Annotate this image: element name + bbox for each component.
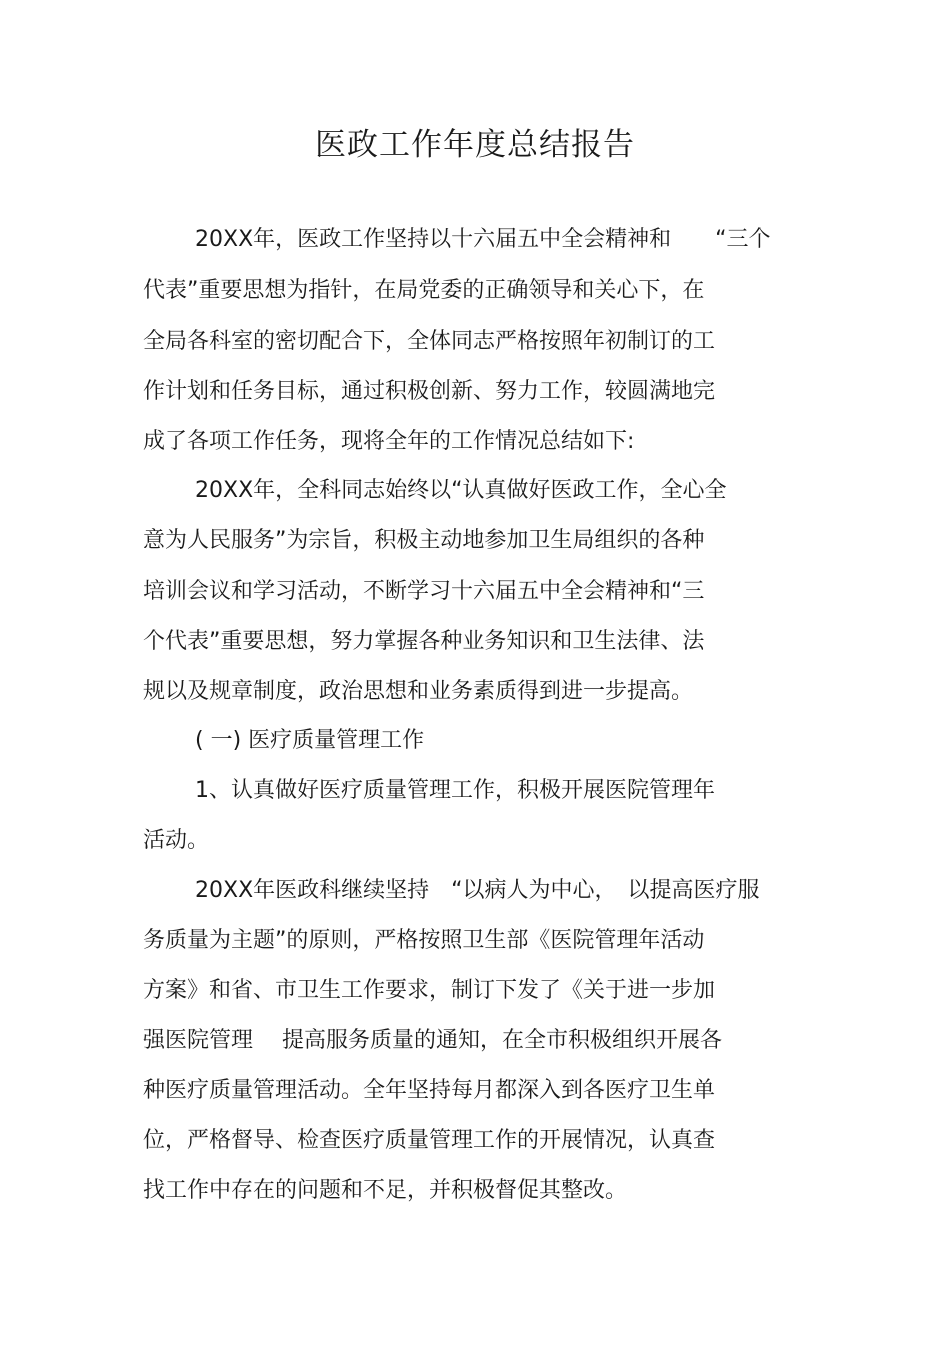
paragraph-line: 位，严格督导、检查医疗质量管理工作的开展情况，认真查	[143, 1128, 716, 1153]
paragraph-line: 规以及规章制度，政治思想和业务素质得到进一步提高。	[143, 679, 694, 704]
paragraph-line: 20XX年，全科同志始终以“认真做好医政工作，全心全	[195, 478, 727, 503]
document-title: 医政工作年度总结报告	[315, 127, 635, 163]
paragraph-line: 强医院管理 提高服务质量的通知，在全市积极组织开展各	[143, 1028, 722, 1053]
paragraph-line: 找工作中存在的问题和不足，并积极督促其整改。	[143, 1178, 628, 1203]
paragraph-line: 种医疗质量管理活动。全年坚持每月都深入到各医疗卫生单	[143, 1078, 716, 1103]
paragraph-line: 意为人民服务”为宗旨，积极主动地参加卫生局组织的各种	[143, 528, 705, 553]
paragraph-line: 活动。	[143, 828, 210, 853]
paragraph-line: 作计划和任务目标，通过积极创新、努力工作，较圆满地完	[143, 379, 716, 404]
section-heading: ( 一) 医疗质量管理工作	[195, 728, 425, 753]
paragraph-line: 务质量为主题”的原则，严格按照卫生部《医院管理年活动	[143, 928, 705, 953]
paragraph-line: 20XX年，医政工作坚持以十六届五中全会精神和 “三个	[195, 227, 771, 252]
subsection-heading: 1、认真做好医疗质量管理工作，积极开展医院管理年	[195, 778, 715, 803]
paragraph-line: 培训会议和学习活动，不断学习十六届五中全会精神和“三	[143, 579, 705, 604]
paragraph-line: 全局各科室的密切配合下，全体同志严格按照年初制订的工	[143, 329, 716, 354]
paragraph-line: 代表”重要思想为指针，在局党委的正确领导和关心下，在	[143, 278, 705, 303]
paragraph-line: 方案》和省、市卫生工作要求，制订下发了《关于进一步加	[143, 978, 716, 1003]
paragraph-line: 20XX年医政科继续坚持 “以病人为中心， 以提高医疗服	[195, 878, 760, 903]
paragraph-line: 个代表”重要思想，努力掌握各种业务知识和卫生法律、法	[143, 629, 705, 654]
paragraph-line: 成了各项工作任务，现将全年的工作情况总结如下:	[143, 429, 635, 454]
